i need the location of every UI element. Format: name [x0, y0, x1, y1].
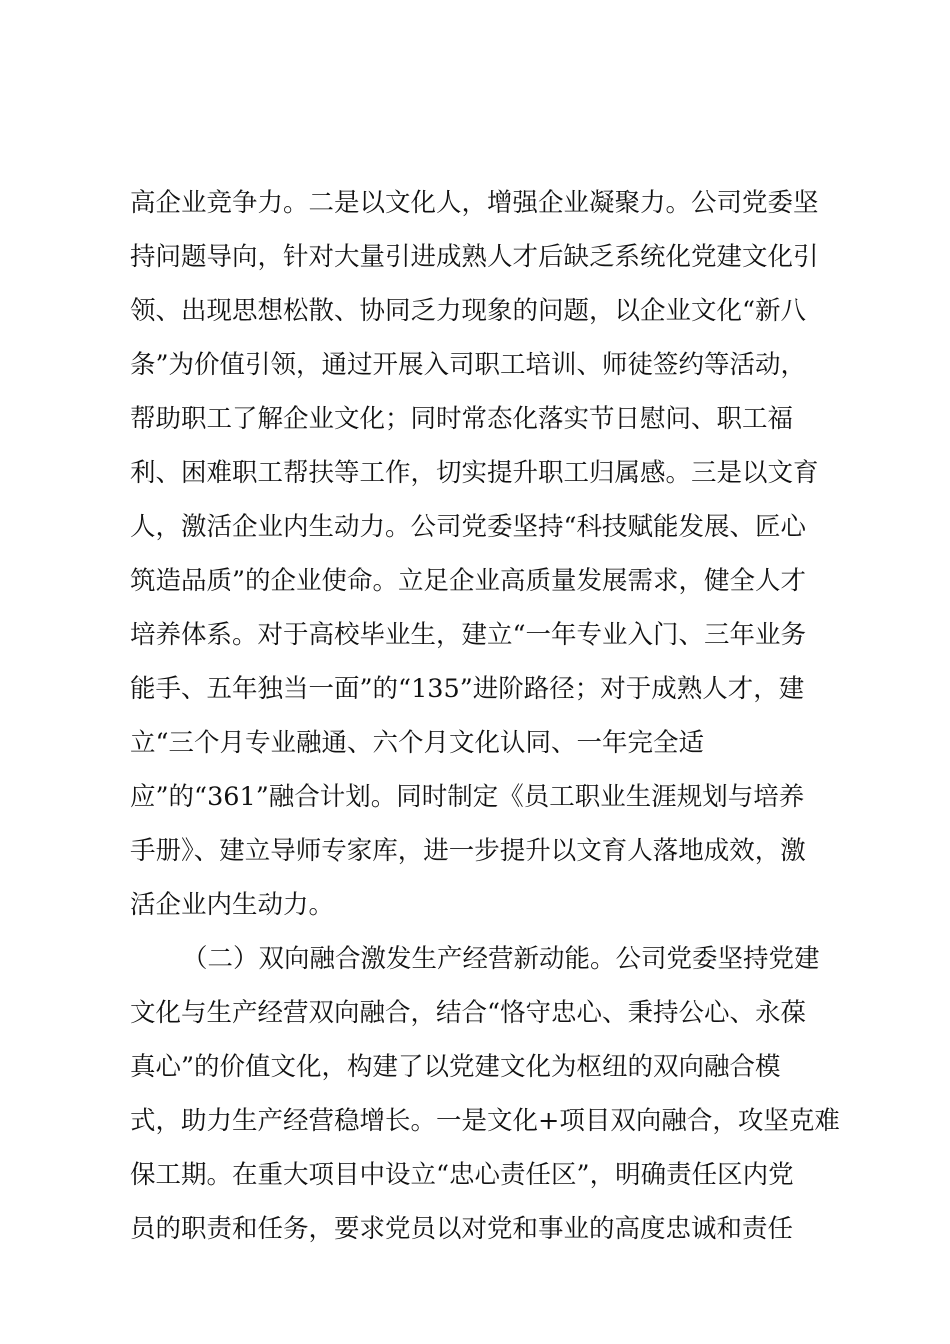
- text-line: 手册》、建立导师专家库，进一步提升以文育人落地成效，激: [130, 836, 806, 866]
- text-line: 真心”的价值文化，构建了以党建文化为枢纽的双向融合模: [130, 1052, 781, 1082]
- text-line: 领、出现思想松散、协同乏力现象的问题，以企业文化“新八: [130, 296, 807, 326]
- text-line: 立“三个月专业融通、六个月文化认同、一年完全适: [130, 728, 705, 758]
- text-line: 员的职责和任务，要求党员以对党和事业的高度忠诚和责任: [130, 1214, 794, 1244]
- text-line: 条”为价值引领，通过开展入司职工培训、师徒签约等活动，: [130, 350, 807, 380]
- text-line: 应”的“361”融合计划。同时制定《员工职业生涯规划与培养: [130, 782, 805, 812]
- text-line: 文化与生产经营双向融合，结合“恪守忠心、秉持公心、永葆: [130, 998, 807, 1028]
- text-line: 活企业内生动力。: [130, 890, 335, 920]
- text-line: 人，激活企业内生动力。公司党委坚持“科技赋能发展、匠心: [130, 512, 807, 542]
- text-line: 保工期。在重大项目中设立“忠心责任区”，明确责任区内党: [130, 1160, 794, 1190]
- text-line: 式，助力生产经营稳增长。一是文化+项目双向融合，攻坚克难: [130, 1106, 840, 1136]
- text-line: 持问题导向，针对大量引进成熟人才后缺乏系统化党建文化引: [130, 242, 819, 272]
- text-line: 帮助职工了解企业文化；同时常态化落实节日慰问、职工福: [130, 404, 794, 434]
- text-line: 利、困难职工帮扶等工作，切实提升职工归属感。三是以文育: [130, 458, 819, 488]
- section-heading-line: （二）双向融合激发生产经营新动能。公司党委坚持党建: [182, 944, 820, 974]
- text-line: 高企业竞争力。二是以文化人，增强企业凝聚力。公司党委坚: [130, 188, 819, 218]
- text-line: 培养体系。对于高校毕业生，建立“一年专业入门、三年业务: [130, 620, 807, 650]
- text-line: 能手、五年独当一面”的“135”进阶路径；对于成熟人才，建: [130, 674, 805, 704]
- text-line: 筑造品质”的企业使命。立足企业高质量发展需求，健全人才: [130, 566, 807, 596]
